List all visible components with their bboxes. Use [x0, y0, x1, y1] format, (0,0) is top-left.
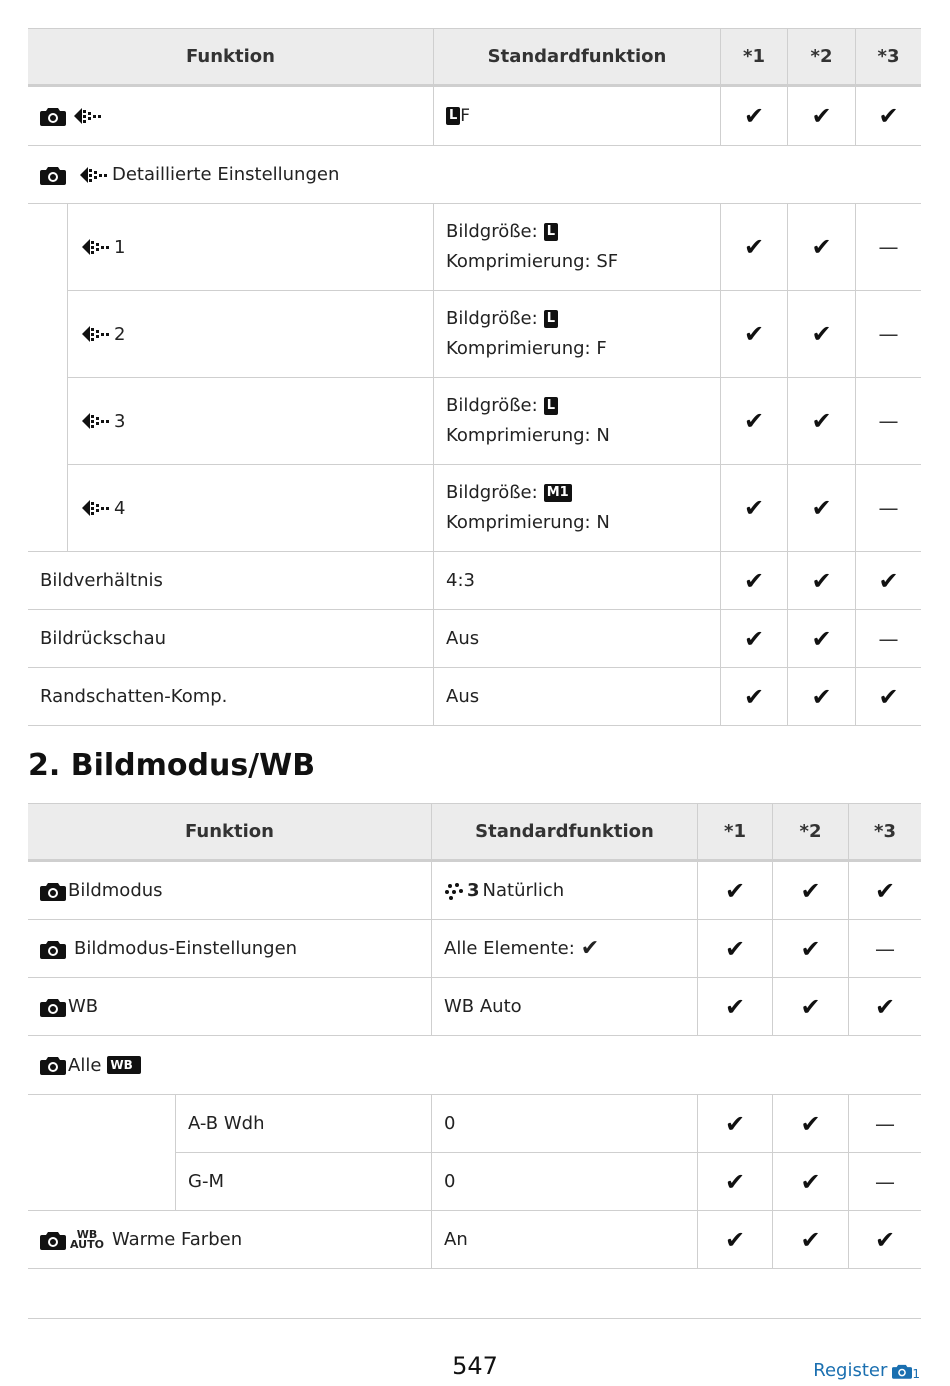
row-label: Warme Farben [111, 1229, 243, 1250]
row-default: Natürlich [482, 880, 565, 901]
camera-icon [40, 165, 66, 185]
header-funktion: Funktion [185, 821, 274, 842]
wb-adjust-badge: WB [107, 1056, 140, 1074]
check-icon: ✔ [772, 1095, 848, 1152]
row-label: A-B Wdh [188, 1113, 265, 1134]
check-icon: ✔ [720, 378, 787, 464]
check-icon: ✔ [787, 610, 855, 667]
check-icon: ✔ [848, 862, 921, 919]
camera-icon [40, 881, 66, 901]
check-icon: ✔ [720, 291, 787, 377]
table-row [28, 978, 921, 1036]
footer-divider [28, 1318, 921, 1319]
register-link[interactable] [813, 1360, 920, 1381]
image-size-badge: M1 [544, 484, 572, 502]
row-label: Bildmodus-Einstellungen [74, 938, 298, 959]
check-icon: ✔ [855, 668, 921, 725]
row-label: Bildverhältnis [40, 570, 163, 591]
row-label: Bildrückschau [40, 628, 167, 649]
sub-row-number: 3 [114, 410, 126, 432]
register-label: Register [813, 1360, 888, 1381]
header-col2: *2 [787, 29, 855, 84]
camera-icon [40, 1230, 66, 1250]
size-label: Bildgröße: [446, 221, 538, 242]
header-col2: *2 [772, 804, 848, 859]
page-number: 547 [452, 1352, 498, 1380]
wb-auto-icon: WB AUTO [70, 1227, 104, 1251]
check-icon: ✔ [787, 378, 855, 464]
check-icon: ✔ [720, 87, 787, 145]
row-default: Aus [433, 610, 720, 667]
check-icon: ✔ [720, 465, 787, 551]
check-icon: ✔ [697, 1153, 772, 1210]
picture-mode-icon [444, 882, 466, 900]
check-icon: ✔ [720, 204, 787, 290]
sequential-shooting-icon [80, 237, 110, 257]
table-row [68, 465, 921, 552]
table-row [176, 1153, 921, 1211]
detail-settings-label: Detaillierte Einstellungen [112, 164, 340, 185]
sequential-shooting-icon [80, 498, 110, 518]
check-icon: ✔ [720, 552, 787, 609]
picture-mode-number: 3 [467, 880, 480, 901]
check-icon: ✔ [787, 291, 855, 377]
row-default: Alle Elemente: [444, 938, 575, 959]
dash-icon: — [855, 465, 921, 551]
dash-icon: — [855, 378, 921, 464]
table-row [68, 378, 921, 465]
table-row [28, 920, 921, 978]
row-label: Randschatten-Komp. [40, 686, 228, 707]
table-row [68, 291, 921, 378]
table-row [28, 1211, 921, 1269]
check-icon: ✔ [787, 87, 855, 145]
table-row [28, 668, 921, 726]
table-row [28, 610, 921, 668]
check-icon: ✔ [720, 668, 787, 725]
camera-icon [40, 939, 66, 959]
image-size-badge: L [544, 310, 558, 328]
check-icon: ✔ [580, 936, 600, 961]
table-header [28, 28, 921, 87]
dash-icon: — [848, 920, 921, 977]
check-icon: ✔ [697, 862, 772, 919]
sub-row-number: 4 [114, 497, 126, 519]
check-icon: ✔ [772, 978, 848, 1035]
check-icon: ✔ [855, 552, 921, 609]
register-sub: 1 [912, 1367, 920, 1381]
size-label: Bildgröße: [446, 395, 538, 416]
row-default: WB Auto [431, 978, 697, 1035]
dash-icon: — [855, 204, 921, 290]
check-icon: ✔ [772, 920, 848, 977]
indent-spacer [28, 1095, 176, 1211]
row-default: Aus [433, 668, 720, 725]
sequential-shooting-icon [80, 411, 110, 431]
table-row [28, 87, 921, 146]
header-funktion: Funktion [186, 46, 275, 67]
camera-icon [40, 106, 66, 126]
size-label: Bildgröße: [446, 482, 538, 503]
table-row [176, 1095, 921, 1153]
header-col3: *3 [855, 29, 921, 84]
dash-icon: — [848, 1095, 921, 1152]
sub-row-number: 2 [114, 323, 126, 345]
table-row-group-header [28, 146, 921, 204]
header-standardfunktion: Standardfunktion [431, 804, 697, 859]
size-label: Bildgröße: [446, 308, 538, 329]
row-label: WB [68, 996, 99, 1017]
table-header [28, 803, 921, 862]
table-row [28, 552, 921, 610]
header-standardfunktion: Standardfunktion [433, 29, 720, 84]
sequential-shooting-icon [78, 165, 108, 185]
row-default: An [431, 1211, 697, 1268]
camera-icon [40, 997, 66, 1017]
image-size-badge: L [446, 107, 460, 125]
row-default: 4:3 [433, 552, 720, 609]
sequential-shooting-icon [80, 324, 110, 344]
compression-label: Komprimierung: N [446, 425, 610, 446]
check-icon: ✔ [697, 978, 772, 1035]
check-icon: ✔ [697, 1095, 772, 1152]
row-label: Alle [68, 1054, 102, 1076]
table-row [68, 204, 921, 291]
dash-icon: — [855, 610, 921, 667]
sub-row-number: 1 [114, 236, 126, 258]
sequential-shooting-icon [72, 106, 102, 126]
compression-label: Komprimierung: F [446, 338, 607, 359]
indent-spacer [28, 204, 68, 552]
check-icon: ✔ [697, 920, 772, 977]
check-icon: ✔ [772, 862, 848, 919]
check-icon: ✔ [787, 552, 855, 609]
image-size-badge: L [544, 397, 558, 415]
check-icon: ✔ [787, 204, 855, 290]
check-icon: ✔ [772, 1211, 848, 1268]
header-col3: *3 [848, 804, 921, 859]
row-label: Bildmodus [68, 880, 163, 901]
check-icon: ✔ [772, 1153, 848, 1210]
camera-icon [892, 1363, 912, 1379]
check-icon: ✔ [848, 1211, 921, 1268]
compression-label: Komprimierung: N [446, 512, 610, 533]
row-default: 0 [431, 1095, 697, 1152]
table-row-group-header [28, 1036, 921, 1095]
camera-icon [40, 1055, 66, 1075]
check-icon: ✔ [848, 978, 921, 1035]
dash-icon: — [855, 291, 921, 377]
check-icon: ✔ [855, 87, 921, 145]
compression-label: Komprimierung: SF [446, 251, 619, 272]
row-label: G-M [188, 1171, 224, 1192]
check-icon: ✔ [720, 610, 787, 667]
row-default: 0 [431, 1153, 697, 1210]
section-heading: 2. Bildmodus/WB [28, 748, 316, 783]
quality-value: F [460, 106, 471, 126]
table-row [28, 862, 921, 920]
dash-icon: — [848, 1153, 921, 1210]
check-icon: ✔ [697, 1211, 772, 1268]
image-size-badge: L [544, 223, 558, 241]
check-icon: ✔ [787, 668, 855, 725]
header-col1: *1 [720, 29, 787, 84]
header-col1: *1 [697, 804, 772, 859]
check-icon: ✔ [787, 465, 855, 551]
